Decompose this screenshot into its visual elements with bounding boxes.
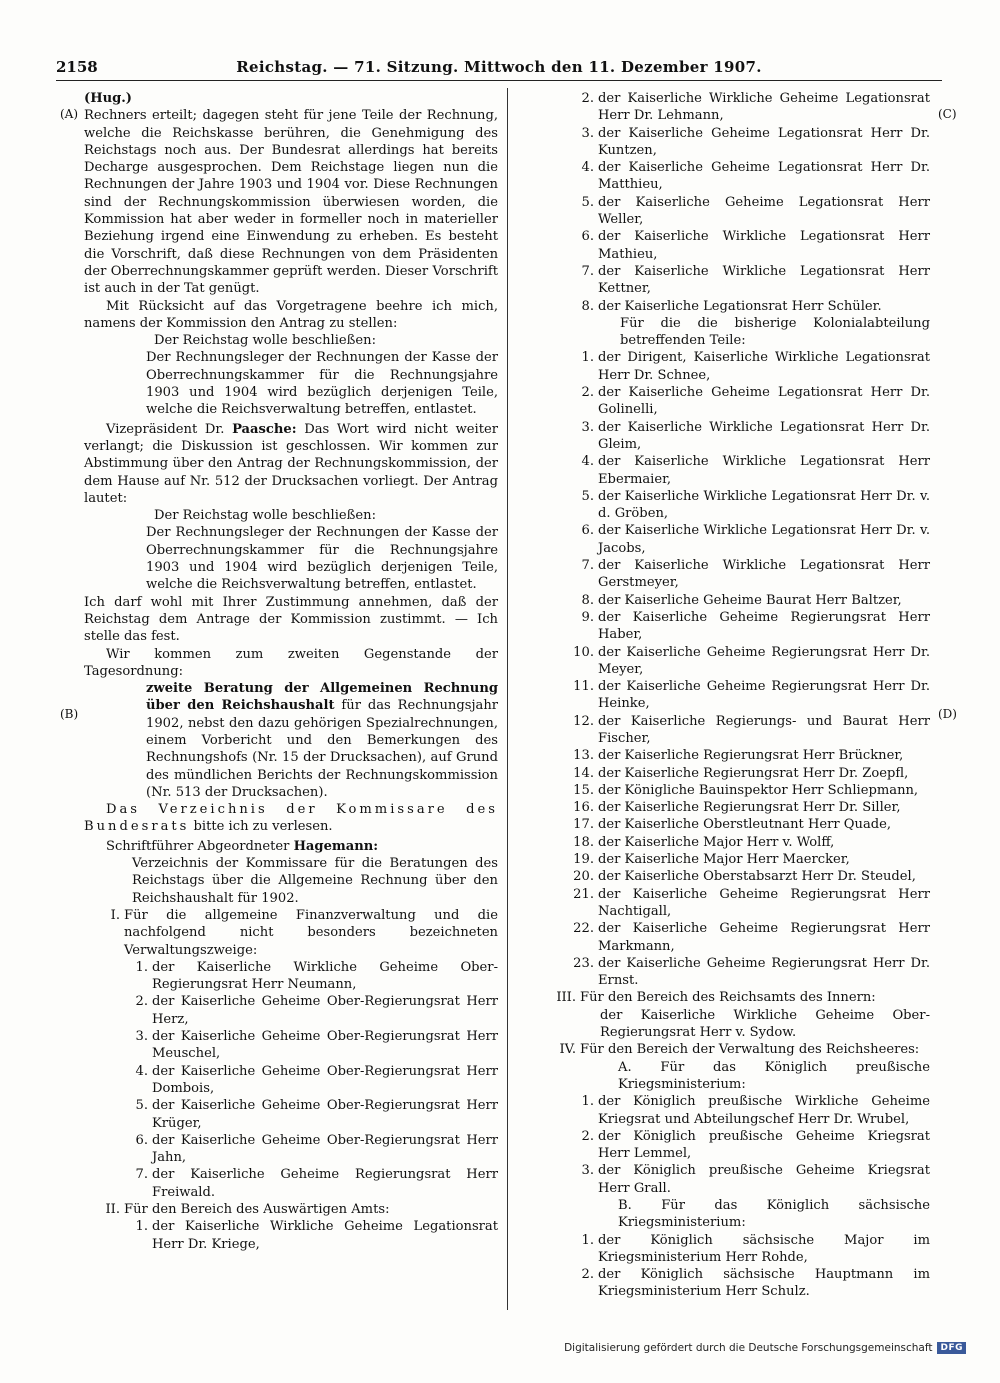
list-item: 22. der Kaiserliche Geheime Regierungsrat Herr Markmann, — [573, 921, 930, 954]
credit-text: Digitalisierung gefördert durch die Deutsche Forschungsgemeinschaft — [564, 1342, 933, 1354]
speaker-name: Hagemann: — [293, 838, 379, 854]
list-item: 6. der Kaiserliche Wirkliche Legationsrat Herr Mathieu, — [581, 229, 930, 262]
list-item: 18. der Kaiserliche Major Herr v. Wolff, — [573, 834, 835, 850]
list-item: 6. der Kaiserliche Geheime Ober-Regierungsrat Herr Jahn, — [135, 1132, 498, 1166]
digitization-credit — [564, 1342, 966, 1354]
speaker-role: Schriftführer Abgeordneter — [106, 838, 290, 854]
list-item: 11. der Kaiserliche Geheime Regierungsrat Herr Dr. Heinke, — [573, 679, 930, 712]
list-item: 20. der Kaiserliche Oberstabsarzt Herr Dr. Steudel, — [573, 869, 916, 885]
margin-mark-a: (A) — [60, 107, 79, 121]
list-item: 5. der Kaiserliche Geheime Legationsrat Herr Weller, — [581, 194, 930, 228]
list-item: 8. der Kaiserliche Legationsrat Herr Schüler. — [581, 298, 882, 314]
list-item: 7. der Kaiserliche Wirkliche Legationsrat Herr Gerstmeyer, — [581, 558, 930, 591]
subsection-a-title: A. Für das Königlich preußische Kriegsministerium: — [618, 1059, 930, 1092]
list-item: 2. der Kaiserliche Geheime Ober-Regierungsrat Herr Herz, — [135, 994, 498, 1027]
speaker-tag: (Hug.) — [84, 91, 132, 106]
list-item: 4. der Kaiserliche Geheime Ober-Regierungsrat Herr Dombois, — [135, 1063, 498, 1096]
spaced-text: Das Verzeichnis der Kommissare des Bundesrats — [84, 802, 498, 835]
paragraph-zustimmung: Ich darf wohl mit Ihrer Zustimmung annehmen, daß der Reichstag dem Antrage der Kommission zustimmt. — Ich stelle das fest. — [84, 594, 498, 645]
list-item: 1. der Königlich sächsische Major im Kriegsministerium Herr Rohde, — [581, 1232, 930, 1265]
list-item: 4. der Kaiserliche Wirkliche Legationsrat Herr Ebermaier, — [581, 454, 930, 487]
section-ii-list-continued — [570, 90, 930, 315]
list-item: 9. der Kaiserliche Geheime Regierungsrat Herr Haber, — [581, 609, 930, 643]
list-item: 1. der Kaiserliche Wirkliche Geheime Legationsrat Herr Dr. Kriege, — [135, 1219, 498, 1252]
section-number: IV. — [559, 1042, 576, 1058]
paragraph-tagesordnung: Wir kommen zum zweiten Gegenstande der Tagesordnung: — [84, 646, 498, 679]
paragraph-verzeichnis: Das Verzeichnis der Kommissare des Bundesrats bitte ich zu verlesen. — [84, 802, 498, 835]
running-title: Reichstag. — 71. Sitzung. Mittwoch den 11. Dezember 1907. — [236, 58, 762, 76]
list-item: 23. der Kaiserliche Geheime Regierungsrat Herr Dr. Ernst. — [573, 955, 930, 989]
list-item: 16. der Kaiserliche Regierungsrat Herr Dr. Siller, — [573, 800, 901, 816]
subsection-a-list — [570, 1093, 930, 1197]
list-item: 10. der Kaiserliche Geheime Regierungsrat Herr Dr. Meyer, — [573, 644, 930, 677]
vice-president-speech — [84, 421, 498, 507]
dfg-logo: DFG — [937, 1342, 966, 1354]
list-item: 4. der Kaiserliche Geheime Legationsrat Herr Dr. Matthieu, — [581, 160, 930, 193]
subsection-b-list — [570, 1232, 930, 1301]
list-item: 5. der Kaiserliche Geheime Ober-Regierungsrat Herr Krüger, — [135, 1098, 498, 1131]
list-item: 15. der Königliche Bauinspektor Herr Schliepmann, — [573, 782, 919, 798]
section-title: Für den Bereich des Reichsamts des Innern: — [580, 990, 876, 1006]
left-column — [84, 90, 498, 1253]
list-item: 5. der Kaiserliche Wirkliche Legationsrat Herr Dr. v. d. Gröben, — [581, 488, 930, 522]
list-item: 3. der Königlich preußische Geheime Kriegsrat Herr Grall. — [581, 1163, 930, 1196]
column-divider — [507, 88, 508, 1310]
speech-text: Das Wort wird nicht weiter verlangt; die Diskussion ist geschlossen. Wir kommen zur Abstimmung über den Antrag der Rechnungskommission, der dem Hause auf Nr. 512 der Drucksachen vorliegt. Der Antrag lautet: — [84, 421, 498, 506]
margin-mark-b: (B) — [60, 707, 79, 721]
paragraph-rechnungen: Rechners erteilt; dagegen steht für jene Teile der Rechnung, welche die Reichskasse berühren, die Genehmigung des Reichstags noch aus. Der Bundesrat allerdings hat bereits Decharge ausgesprochen. Dem Reichstage liegen nun die Rechnungen der Jahre 1903 und 1904 vor. Diese Rechnungen sind der Rechnungskommission überwiesen worden, die Kommission hat aber weder in formeller noch in materieller Beziehung irgend eine Einwendung zu erheben. Es besteht die Vorschrift, daß diese Rechnungen von dem Präsidenten der Oberrechnungskammer geprüft werden. Dieser Vorschrift ist auch in der Tat genügt. — [84, 108, 498, 297]
kolonial-list — [570, 349, 930, 989]
section-title: Für die allgemeine Finanzverwaltung und die nachfolgend nicht besonders bezeichneten Verwaltungszweige: — [124, 907, 498, 958]
list-item: 3. der Kaiserliche Wirkliche Legationsrat Herr Dr. Gleim, — [581, 419, 930, 452]
list-item: 1. der Kaiserliche Wirkliche Geheime Ober-Regierungsrat Herr Neumann, — [135, 959, 498, 993]
kolonial-title: Für die die bisherige Kolonialabteilung betreffenden Teile: — [620, 315, 930, 349]
right-column — [556, 90, 930, 1301]
margin-mark-d: (D) — [938, 707, 957, 721]
list-item: 1. der Königlich preußische Wirkliche Geheime Kriegsrat und Abteilungschef Herr Dr. Wrubel, — [581, 1094, 930, 1127]
section-i-list — [84, 959, 498, 1201]
secretary-speech — [84, 838, 498, 855]
list-item: 2. der Kaiserliche Geheime Legationsrat Herr Dr. Golinelli, — [581, 385, 930, 418]
list-item: 3. der Kaiserliche Geheime Legationsrat Herr Dr. Kuntzen, — [581, 125, 930, 158]
section-number: III. — [556, 990, 576, 1006]
agenda-item — [146, 680, 498, 801]
section-ii-list — [84, 1218, 498, 1253]
list-item: 8. der Kaiserliche Geheime Baurat Herr Baltzer, — [581, 592, 902, 608]
list-item: 3. der Kaiserliche Geheime Ober-Regierungsrat Herr Meuschel, — [135, 1029, 498, 1062]
motion-text: Der Rechnungsleger der Rechnungen der Kasse der Oberrechnungskammer für die Rechnungsjahre 1903 und 1904 wird bezüglich derjenigen Teile, welche die Reichsverwaltung betreffen, entlastet. — [146, 350, 498, 418]
list-item: 21. der Kaiserliche Geheime Regierungsrat Herr Nachtigall, — [573, 886, 930, 919]
page-header — [56, 58, 942, 81]
list-item: 7. der Kaiserliche Geheime Regierungsrat Herr Freiwald. — [135, 1167, 498, 1200]
commissioner-list-title: Verzeichnis der Kommissare für die Beratungen des Reichstags über die Allgemeine Rechnung über den Reichshaushalt für 1902. — [132, 856, 498, 906]
subsection-b-title: B. Für das Königlich sächsische Kriegsministerium: — [618, 1198, 930, 1231]
margin-mark-c: (C) — [938, 107, 957, 121]
paragraph-antrag: Mit Rücksicht auf das Vorgetragene beehre ich mich, namens der Kommission den Antrag zu stellen: — [84, 298, 498, 331]
list-item: 2. der Kaiserliche Wirkliche Geheime Legationsrat Herr Dr. Lehmann, — [581, 91, 930, 124]
list-item: 2. der Königlich sächsische Hauptmann im Kriegsministerium Herr Schulz. — [581, 1267, 930, 1300]
list-item: 12. der Kaiserliche Regierungs- und Baurat Herr Fischer, — [573, 713, 930, 746]
section-iii — [540, 989, 930, 1006]
motion-intro: Der Reichstag wolle beschließen: — [154, 508, 377, 524]
list-item: 13. der Kaiserliche Regierungsrat Herr Brückner, — [573, 748, 904, 764]
section-i — [84, 907, 498, 959]
section-title: Für den Bereich der Verwaltung des Reichsheeres: — [580, 1042, 920, 1058]
section-ii — [84, 1201, 498, 1218]
page-number: 2158 — [56, 58, 98, 76]
list-item: 2. der Königlich preußische Geheime Kriegsrat Herr Lemmel, — [581, 1128, 930, 1162]
speaker-name: Paasche: — [232, 421, 297, 437]
section-title: Für den Bereich des Auswärtigen Amts: — [124, 1202, 390, 1217]
section-iv — [540, 1041, 930, 1058]
list-item: 7. der Kaiserliche Wirkliche Legationsrat Herr Kettner, — [581, 263, 930, 297]
agenda-title: zweite Beratung der Allgemeinen Rechnung über den Reichshaushalt — [146, 681, 498, 714]
section-number: I. — [110, 907, 120, 923]
agenda-details: für das Rechnungsjahr 1902, nebst den dazu gehörigen Spezialrechnungen, einem Vorbericht und den Bemerkungen des Rechnungshofs (Nr. 15 der Drucksachen), auf Grund des mündlichen Berichts der Rechnungskommission (Nr. 513 der Drucksachen). — [146, 698, 499, 800]
motion-intro: Der Reichstag wolle beschließen: — [154, 333, 377, 349]
section-number: II. — [105, 1202, 120, 1217]
list-item: 14. der Kaiserliche Regierungsrat Herr Dr. Zoepfl, — [573, 765, 909, 781]
list-item: 1. der Dirigent, Kaiserliche Wirkliche Legationsrat Herr Dr. Schnee, — [581, 350, 930, 383]
list-item: 19. der Kaiserliche Major Herr Maercker, — [573, 852, 850, 868]
list-item: 17. der Kaiserliche Oberstleutnant Herr Quade, — [573, 817, 892, 833]
motion-text: Der Rechnungsleger der Rechnungen der Kasse der Oberrechnungskammer für die Rechnungsjahre 1903 und 1904 wird bezüglich derjenigen Teile, welche die Reichsverwaltung betreffen, entlastet. — [146, 525, 498, 593]
speaker-role: Vizepräsident Dr. — [106, 421, 225, 437]
section-iii-text: der Kaiserliche Wirkliche Geheime Ober-Regierungsrat Herr v. Sydow. — [600, 1007, 930, 1041]
list-item: 6. der Kaiserliche Wirkliche Legationsrat Herr Dr. v. Jacobs, — [581, 523, 930, 556]
